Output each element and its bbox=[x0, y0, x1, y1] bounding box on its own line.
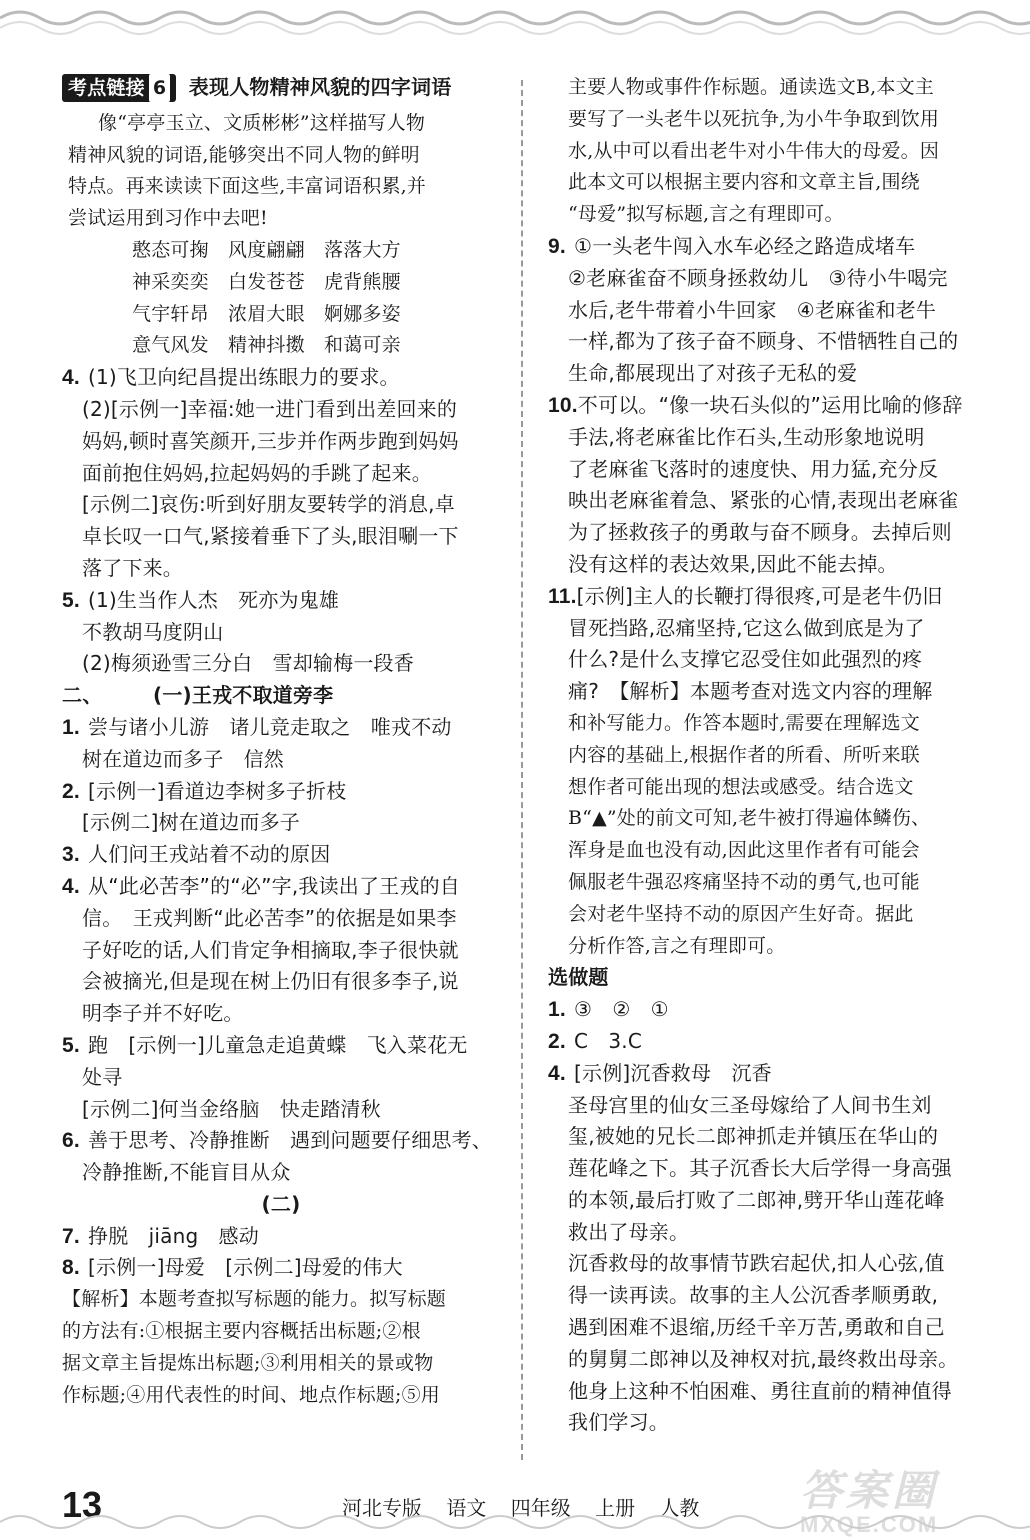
bottom-wavy-border bbox=[0, 1500, 1030, 1540]
line-text: 据文章主旨提炼出标题;③利用相关的景或物 bbox=[62, 1351, 434, 1374]
line-text: 尝与诸小儿游 诸儿竞走取之 唯戎不动 bbox=[88, 714, 452, 739]
line-text: (2)[示例一]幸福:她一进门看到出差回来的 bbox=[82, 396, 458, 421]
right-line bbox=[548, 1376, 996, 1408]
left-line bbox=[62, 744, 500, 776]
right-line bbox=[548, 1280, 996, 1312]
line-text: 映出老麻雀着急、紧张的心情,表现出老麻雀 bbox=[568, 488, 959, 513]
line-text: C 3.C bbox=[574, 1028, 643, 1053]
left-line bbox=[62, 1316, 500, 1348]
line-text: 水后,老牛带着小牛回家 ④老麻雀和老牛 bbox=[568, 297, 937, 322]
right-line bbox=[548, 549, 996, 581]
left-line bbox=[62, 108, 500, 140]
left-line bbox=[62, 394, 500, 426]
line-text: 玺,被她的兄长二郎神抓走并镇压在华山的 bbox=[568, 1124, 939, 1149]
left-line bbox=[62, 1030, 500, 1062]
line-text: 和补写能力。作答本题时,需要在理解选文 bbox=[568, 711, 920, 734]
item-number: 4. bbox=[62, 366, 80, 390]
line-text: 他身上这种不怕困难、勇往直前的精神值得 bbox=[568, 1378, 952, 1403]
topic-link-title: 表现人物精神风貌的四字词语 bbox=[188, 75, 452, 99]
line-text: 善于思考、冷静推断 遇到问题要仔细思考、 bbox=[88, 1128, 492, 1153]
line-text: 信。 王戎判断“此必苦李”的依据是如果李 bbox=[82, 905, 457, 930]
item-number: 8. bbox=[62, 1256, 80, 1280]
line-text: 像“亭亭玉立、文质彬彬”这样描写人物 bbox=[98, 111, 426, 134]
left-line bbox=[62, 267, 500, 299]
right-line bbox=[548, 390, 996, 422]
line-text: 内容的基础上,根据作者的所看、所听来联 bbox=[568, 743, 920, 766]
left-line bbox=[62, 712, 500, 744]
left-line bbox=[62, 203, 500, 235]
line-text: 会被摘光,但是现在树上仍旧有很多李子,说 bbox=[82, 969, 459, 994]
line-text: 沉香救母的故事情节跌宕起伏,扣人心弦,值 bbox=[568, 1251, 945, 1276]
line-text: 主要人物或事件作标题。通读选文B,本文主 bbox=[568, 76, 935, 98]
line-text: 处寻 bbox=[82, 1064, 123, 1089]
top-wavy-border bbox=[0, 0, 1030, 40]
line-text: 痛? 【解析】本题考查对选文内容的理解 bbox=[568, 679, 933, 704]
line-text: 一样,都为了孩子奋不顾身、不惜牺牲自己的 bbox=[568, 329, 959, 354]
item-number: 2. bbox=[62, 779, 80, 803]
column-divider bbox=[521, 80, 523, 1460]
left-line bbox=[62, 998, 500, 1030]
line-text: 要写了一头老牛以死抗争,为小牛争取到饮用 bbox=[568, 107, 940, 130]
right-line bbox=[548, 231, 996, 263]
right-line bbox=[548, 517, 996, 549]
line-text: 为了拯救孩子的勇敢与奋不顾身。去掉后则 bbox=[568, 520, 952, 545]
line-text: 不教胡马度阴山 bbox=[82, 619, 224, 644]
topic-link-badge: 考点链接 6 bbox=[62, 74, 176, 102]
line-text: 得一读再读。故事的主人公沉香孝顺勇敢, bbox=[568, 1283, 939, 1308]
line-text: 神采奕奕 白发苍苍 虎背熊腰 bbox=[132, 270, 401, 293]
item-number: 7. bbox=[62, 1224, 80, 1248]
item-number: 4. bbox=[62, 874, 80, 898]
right-line bbox=[548, 454, 996, 486]
right-line bbox=[548, 72, 996, 104]
right-line bbox=[548, 1344, 996, 1376]
left-line bbox=[62, 299, 500, 331]
right-line bbox=[548, 867, 996, 899]
right-line bbox=[548, 708, 996, 740]
line-text: 此本文可以根据主要内容和文章主旨,围绕 bbox=[568, 171, 920, 194]
left-line bbox=[62, 1062, 500, 1094]
line-text: 挣脱 jiāng 感动 bbox=[88, 1223, 259, 1248]
right-line bbox=[548, 676, 996, 708]
left-line bbox=[62, 966, 500, 998]
item-number: 1. bbox=[62, 715, 80, 739]
left-line bbox=[62, 426, 500, 458]
line-text: 没有这样的表达效果,因此不能去掉。 bbox=[568, 551, 898, 576]
item-number: 9. bbox=[548, 234, 566, 258]
line-text: [示例二]何当金络脑 快走踏清秋 bbox=[82, 1096, 381, 1121]
left-line bbox=[62, 1348, 500, 1380]
right-line bbox=[548, 199, 996, 231]
line-text: 面前抱住妈妈,拉起妈妈的手跳了起来。 bbox=[82, 460, 432, 485]
line-text: 明李子并不好吃。 bbox=[82, 1001, 244, 1026]
line-text: 妈妈,顿时喜笑颜开,三步并作两步跑到妈妈 bbox=[82, 428, 459, 453]
line-text: 二、 (一)王戎不取道旁李 bbox=[62, 683, 334, 708]
page-number: 13 bbox=[62, 1484, 103, 1525]
watermark-logo: 答案圈 MXQE.COM bbox=[800, 1467, 939, 1537]
right-line bbox=[548, 1026, 996, 1058]
line-text: 跑 [示例一]儿童急走追黄蝶 飞入菜花无 bbox=[88, 1032, 468, 1057]
right-line bbox=[548, 835, 996, 867]
right-line bbox=[548, 962, 996, 994]
line-text: 手法,将老麻雀比作石头,生动形象地说明 bbox=[568, 424, 925, 449]
right-line bbox=[548, 104, 996, 136]
item-number: 5. bbox=[62, 588, 80, 612]
left-line bbox=[62, 807, 500, 839]
line-text: ①一头老牛闯入水车必经之路造成堵车 bbox=[574, 233, 916, 258]
left-line bbox=[62, 553, 500, 585]
item-number: 5. bbox=[62, 1033, 80, 1057]
line-text: ③ ② ① bbox=[574, 997, 669, 1022]
line-text: (1)生当作人杰 死亦为鬼雄 bbox=[88, 587, 340, 612]
right-line bbox=[548, 613, 996, 645]
right-column bbox=[548, 72, 996, 1439]
left-line bbox=[62, 489, 500, 521]
line-text: 想作者可能出现的想法或感受。结合选文 bbox=[568, 775, 914, 798]
line-text: 圣母宫里的仙女三圣母嫁给了人间书生刘 bbox=[568, 1092, 932, 1117]
line-text: (2)梅须逊雪三分白 雪却输梅一段香 bbox=[82, 651, 414, 676]
left-line bbox=[62, 1189, 500, 1221]
line-text: 选做题 bbox=[548, 965, 609, 990]
item-number: 10. bbox=[548, 393, 578, 417]
line-text: [示例一]看道边李树多子折枝 bbox=[88, 778, 347, 803]
line-text: 水,从中可以看出老牛对小牛伟大的母爱。因 bbox=[568, 139, 940, 162]
right-line bbox=[548, 1090, 996, 1122]
line-text: [示例一]母爱 [示例二]母爱的伟大 bbox=[88, 1255, 403, 1280]
line-text: [示例]沉香救母 沉香 bbox=[574, 1060, 772, 1085]
line-text: 分析作答,言之有理即可。 bbox=[568, 934, 786, 957]
right-line bbox=[548, 740, 996, 772]
left-line bbox=[62, 1284, 500, 1316]
line-text: 从“此必苦李”的“必”字,我读出了王戎的自 bbox=[88, 873, 461, 898]
left-line bbox=[62, 171, 500, 203]
left-line bbox=[62, 1157, 500, 1189]
line-text: (二) bbox=[261, 1191, 301, 1216]
line-text: 人们问王戎站着不动的原因 bbox=[88, 842, 331, 867]
left-line bbox=[62, 330, 500, 362]
item-number: 3. bbox=[62, 843, 80, 867]
right-line bbox=[548, 1407, 996, 1439]
line-text: [示例二]哀伤:听到好朋友要转学的消息,卓 bbox=[82, 492, 455, 517]
line-text: ②老麻雀奋不顾身拯救幼儿 ③待小牛喝完 bbox=[568, 265, 948, 290]
line-text: 了老麻雀飞落时的速度快、用力猛,充分反 bbox=[568, 456, 939, 481]
left-line bbox=[62, 935, 500, 967]
left-line bbox=[62, 521, 500, 553]
right-line bbox=[548, 326, 996, 358]
left-line bbox=[62, 903, 500, 935]
line-text: 精神风貌的词语,能够突出不同人物的鲜明 bbox=[68, 143, 420, 166]
left-line bbox=[62, 617, 500, 649]
right-line bbox=[548, 772, 996, 804]
line-text: 的本领,最后打败了二郎神,劈开华山莲花峰 bbox=[568, 1187, 945, 1212]
right-line bbox=[548, 485, 996, 517]
item-number: 11. bbox=[548, 584, 577, 608]
right-line bbox=[548, 1217, 996, 1249]
line-text: 佩服老牛强忍疼痛坚持不动的勇气,也可能 bbox=[568, 870, 920, 893]
left-column bbox=[62, 72, 500, 1411]
right-line bbox=[548, 1058, 996, 1090]
right-line bbox=[548, 1248, 996, 1280]
line-text: 浑身是血也没有动,因此这里作者有可能会 bbox=[568, 839, 920, 862]
line-text: 生命,都展现出了对孩子无私的爱 bbox=[568, 361, 858, 386]
right-line bbox=[548, 1185, 996, 1217]
left-line bbox=[62, 1125, 500, 1157]
line-text: 【解析】本题考查拟写标题的能力。拟写标题 bbox=[62, 1288, 447, 1311]
line-text: [示例]主人的长鞭打得很疼,可是老牛仍旧 bbox=[576, 583, 943, 608]
right-line bbox=[548, 1121, 996, 1153]
right-line bbox=[548, 422, 996, 454]
line-text: 树在道边而多子 信然 bbox=[82, 746, 284, 771]
left-line bbox=[62, 1094, 500, 1126]
line-text: 遇到困难不退缩,历经千辛万苦,勇敢和自己 bbox=[568, 1315, 945, 1340]
line-text: 会对老牛坚持不动的原因产生好奇。据此 bbox=[568, 902, 914, 925]
topic-link-header bbox=[62, 72, 500, 104]
right-line bbox=[548, 136, 996, 168]
line-text: 冒死挡路,忍痛坚持,它这么做到底是为了 bbox=[568, 615, 925, 640]
left-line bbox=[62, 362, 500, 394]
line-text: 卓长叹一口气,紧接着垂下了头,眼泪唰一下 bbox=[82, 524, 459, 549]
right-line bbox=[548, 931, 996, 963]
left-line bbox=[62, 776, 500, 808]
right-line bbox=[548, 994, 996, 1026]
right-line bbox=[548, 263, 996, 295]
item-number: 4. bbox=[548, 1061, 566, 1085]
footer-text: 河北专版 语文 四年级 上册 人教 bbox=[342, 1496, 700, 1520]
item-number: 6. bbox=[62, 1129, 80, 1153]
line-text: “母爱”拟写标题,言之有理即可。 bbox=[568, 203, 844, 226]
left-line bbox=[62, 648, 500, 680]
line-text: 我们学习。 bbox=[568, 1410, 669, 1435]
right-line bbox=[548, 295, 996, 327]
right-line bbox=[548, 581, 996, 613]
left-line bbox=[62, 871, 500, 903]
line-text: 意气风发 精神抖擞 和蔼可亲 bbox=[132, 334, 401, 357]
left-line bbox=[62, 235, 500, 267]
line-text: 尝试运用到习作中去吧! bbox=[68, 207, 268, 230]
line-text: 冷静推断,不能盲目从众 bbox=[82, 1160, 291, 1185]
line-text: 作标题;④用代表性的时间、地点作标题;⑤用 bbox=[62, 1383, 441, 1406]
right-line bbox=[548, 644, 996, 676]
item-number: 2. bbox=[548, 1029, 566, 1053]
left-line bbox=[62, 585, 500, 617]
left-line bbox=[62, 458, 500, 490]
line-text: 落了下来。 bbox=[82, 555, 183, 580]
right-line bbox=[548, 899, 996, 931]
line-text: 子好吃的话,人们肯定争相摘取,李子很快就 bbox=[82, 937, 459, 962]
left-line bbox=[62, 1380, 500, 1412]
left-line bbox=[62, 1221, 500, 1253]
line-text: (1)飞卫向纪昌提出练眼力的要求。 bbox=[88, 365, 400, 390]
line-text: 气宇轩昂 浓眉大眼 婀娜多姿 bbox=[132, 302, 401, 325]
right-line bbox=[548, 803, 996, 835]
line-text: 的方法有:①根据主要内容概括出标题;②根 bbox=[62, 1320, 421, 1343]
left-line bbox=[62, 140, 500, 172]
right-line bbox=[548, 1153, 996, 1185]
line-text: [示例二]树在道边而多子 bbox=[82, 810, 301, 835]
line-text: 莲花峰之下。其子沉香长大后学得一身高强 bbox=[568, 1156, 952, 1181]
left-line bbox=[62, 839, 500, 871]
right-line bbox=[548, 167, 996, 199]
left-lines bbox=[62, 108, 500, 1412]
right-lines bbox=[548, 72, 996, 1439]
right-line bbox=[548, 1312, 996, 1344]
right-line bbox=[548, 358, 996, 390]
left-line bbox=[62, 1252, 500, 1284]
line-text: 救出了母亲。 bbox=[568, 1219, 690, 1244]
line-text: B“▲”处的前文可知,老牛被打得遍体鳞伤、 bbox=[568, 807, 931, 830]
line-text: 不可以。“像一块石头似的”运用比喻的修辞 bbox=[577, 392, 963, 417]
item-number: 1. bbox=[548, 998, 566, 1022]
line-text: 什么?是什么支撑它忍受住如此强烈的疼 bbox=[568, 647, 923, 672]
line-text: 的舅舅二郎神以及神权对抗,最终救出母亲。 bbox=[568, 1346, 959, 1371]
line-text: 憨态可掬 风度翩翩 落落大方 bbox=[132, 238, 401, 261]
left-line bbox=[62, 680, 500, 712]
line-text: 特点。再来读读下面这些,丰富词语积累,并 bbox=[68, 175, 427, 198]
